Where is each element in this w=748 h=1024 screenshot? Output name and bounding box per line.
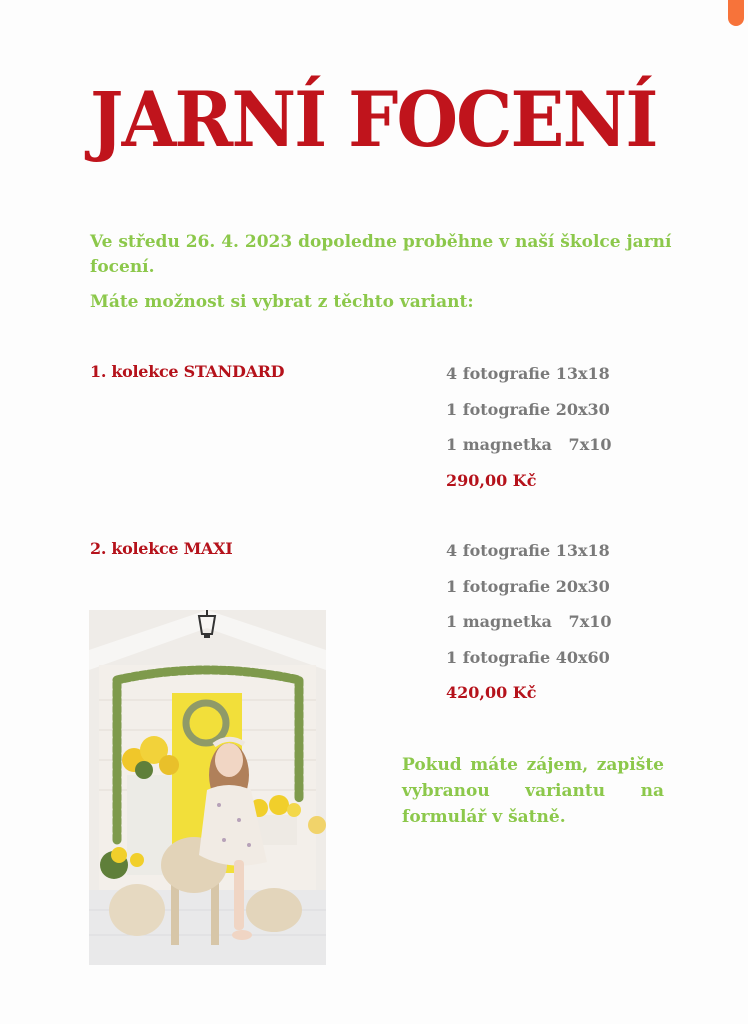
collection-item: 1 magnetka 7x10: [446, 435, 612, 454]
choose-text: Máte možnost si vybrat z těchto variant:: [90, 292, 474, 312]
collection-item: 4 fotografie 13x18: [446, 541, 610, 560]
collection-maxi-title: 2. kolekce MAXI: [90, 539, 233, 558]
page-title: JARNÍ FOCENÍ: [90, 75, 657, 164]
collection-standard-title: 1. kolekce STANDARD: [90, 362, 285, 381]
collection-item: 1 fotografie 40x60: [446, 647, 610, 667]
signup-note: Pokud máte zájem, zapište vybranou variantu na formulář v šatně.: [402, 755, 664, 827]
collection-price: 290,00 Kč: [446, 470, 537, 490]
collection-item: 1 fotografie 20x30: [446, 576, 610, 596]
collection-item: 1 magnetka 7x10: [446, 612, 612, 631]
collection-price: 420,00 Kč: [446, 683, 537, 702]
collection-item: 4 fotografie 13x18: [446, 364, 610, 383]
scrollbar-thumb[interactable]: [728, 0, 744, 26]
collection-maxi-items: [446, 539, 612, 705]
intro-text: Ve středu 26. 4. 2023 dopoledne proběhne v naší školce jarní focení.: [90, 232, 672, 277]
spring-photo: [89, 610, 326, 965]
collection-standard-items: [446, 362, 612, 493]
collection-item: 1 fotografie 20x30: [446, 399, 610, 419]
